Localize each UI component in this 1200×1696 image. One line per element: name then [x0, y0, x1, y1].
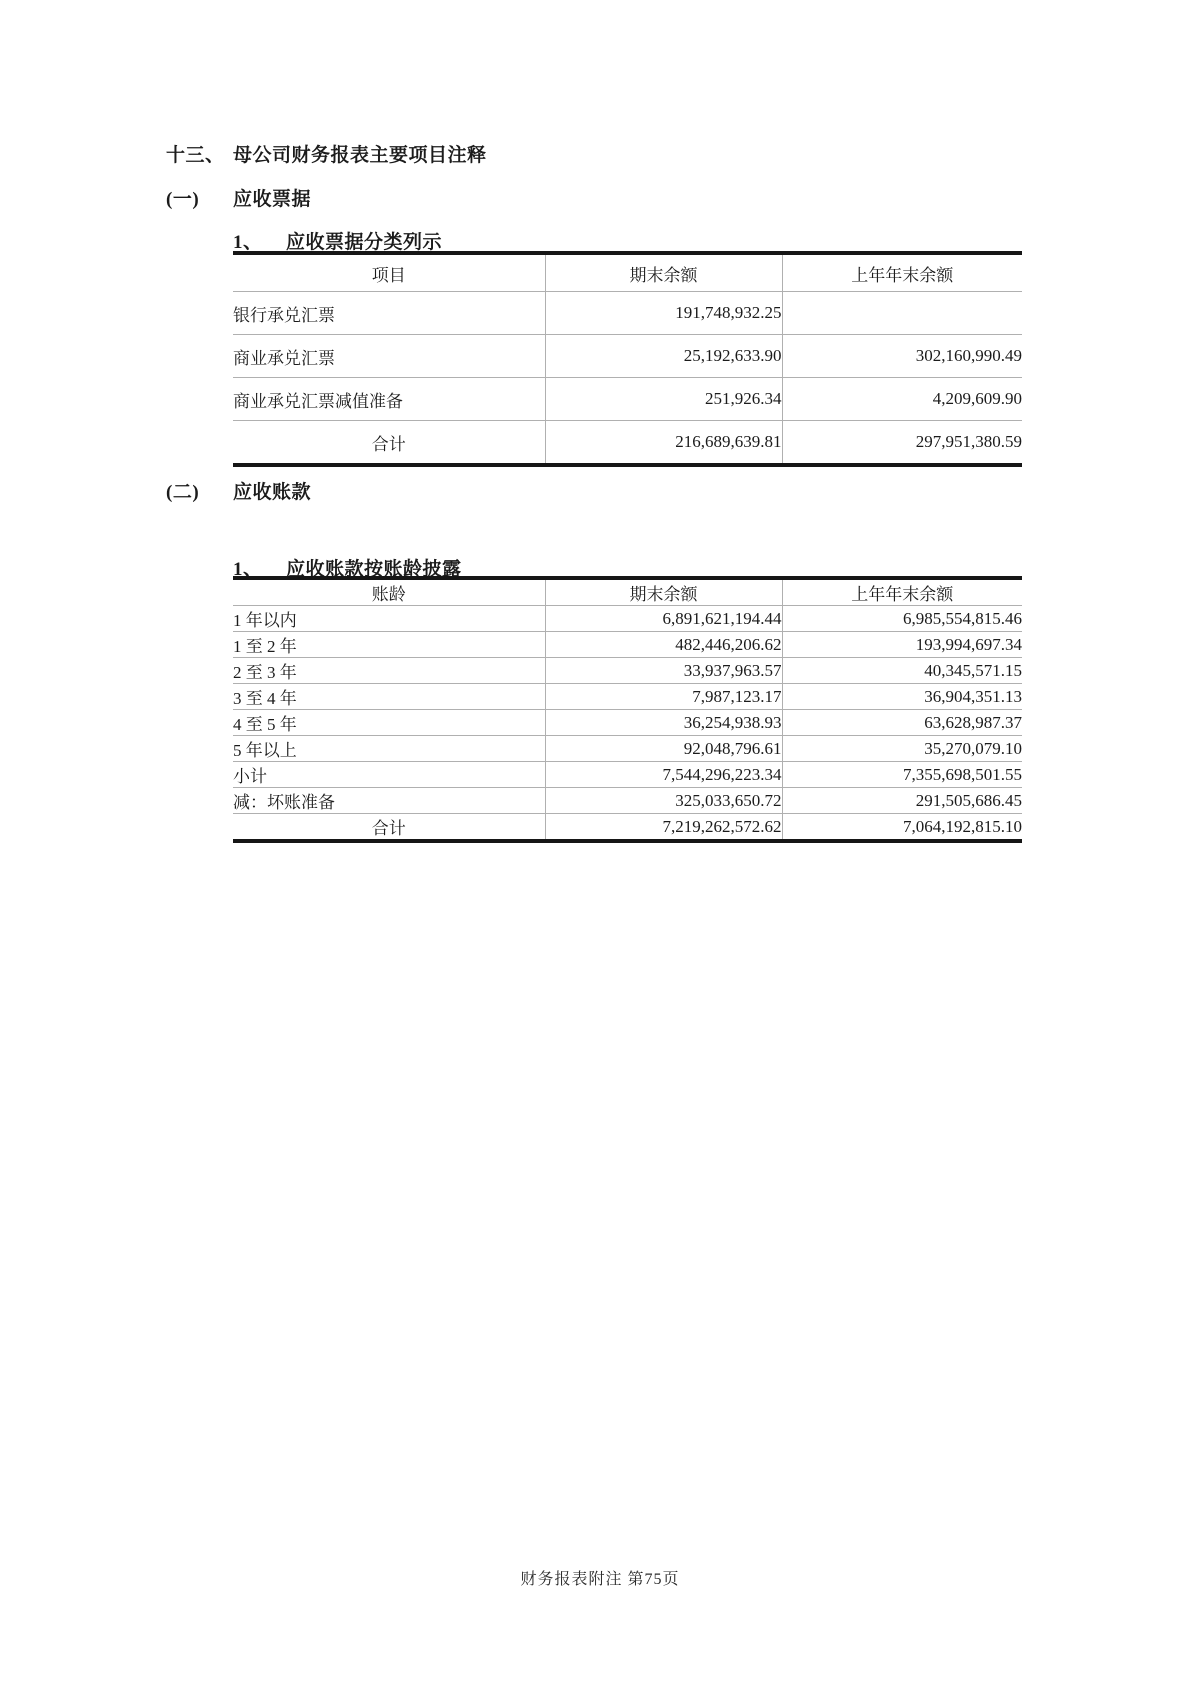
table1-caption	[0, 227, 1200, 253]
table2-header-prior: 上年年末余额	[782, 578, 1022, 606]
table1-header-current: 期末余额	[545, 253, 782, 292]
cell-prior: 6,985,554,815.46	[782, 606, 1022, 632]
cell-label: 小计	[233, 762, 545, 788]
table-row	[233, 632, 1022, 658]
table-row	[233, 710, 1022, 736]
section-13-number: 十三、	[166, 145, 225, 166]
page-footer: 财务报表附注 第75页	[520, 1571, 680, 1588]
cell-current: 7,987,123.17	[545, 684, 782, 710]
cell-label: 银行承兑汇票	[233, 292, 545, 335]
total-row	[233, 814, 1022, 842]
cell-label: 减：坏账准备	[233, 788, 545, 814]
cell-total-prior: 7,064,192,815.10	[782, 814, 1022, 842]
cell-current: 482,446,206.62	[545, 632, 782, 658]
subsection-2-number: (二)	[166, 482, 200, 503]
cell-label: 商业承兑汇票减值准备	[233, 378, 545, 421]
cell-current: 36,254,938.93	[545, 710, 782, 736]
cell-current: 251,926.34	[545, 378, 782, 421]
cell-current: 325,033,650.72	[545, 788, 782, 814]
cell-current: 33,937,963.57	[545, 658, 782, 684]
accounts-receivable-aging-table	[233, 576, 1022, 843]
cell-current: 92,048,796.61	[545, 736, 782, 762]
table2-caption-number: 1、	[233, 559, 263, 580]
cell-current: 25,192,633.90	[545, 335, 782, 378]
cell-prior: 302,160,990.49	[782, 335, 1022, 378]
cell-prior	[782, 292, 1022, 335]
table-row	[233, 378, 1022, 421]
cell-total-label: 合计	[233, 814, 545, 842]
cell-total-current: 216,689,639.81	[545, 421, 782, 466]
section-13-title: 母公司财务报表主要项目注释	[233, 145, 487, 166]
table1-caption-title: 应收票据分类列示	[286, 232, 443, 253]
cell-label: 1 年以内	[233, 606, 545, 632]
table1-header-item: 项目	[233, 253, 545, 292]
table-row	[233, 788, 1022, 814]
table1-header-prior: 上年年末余额	[782, 253, 1022, 292]
cell-prior: 4,209,609.90	[782, 378, 1022, 421]
cell-current: 6,891,621,194.44	[545, 606, 782, 632]
table2-header-aging: 账龄	[233, 578, 545, 606]
table2-header-current: 期末余额	[545, 578, 782, 606]
bills-receivable-table	[233, 251, 1022, 467]
subsection-1-heading	[0, 184, 1200, 210]
cell-prior: 7,355,698,501.55	[782, 762, 1022, 788]
cell-label: 5 年以上	[233, 736, 545, 762]
cell-prior: 36,904,351.13	[782, 684, 1022, 710]
subtotal-row	[233, 762, 1022, 788]
cell-prior: 40,345,571.15	[782, 658, 1022, 684]
section-13-heading	[0, 140, 1200, 166]
cell-total-label: 合计	[233, 421, 545, 466]
subsection-1-title: 应收票据	[233, 189, 312, 210]
table-row	[233, 736, 1022, 762]
table-row	[233, 684, 1022, 710]
cell-total-current: 7,219,262,572.62	[545, 814, 782, 842]
table-row	[233, 292, 1022, 335]
table1-header-row	[233, 253, 1022, 292]
cell-prior: 291,505,686.45	[782, 788, 1022, 814]
cell-label: 商业承兑汇票	[233, 335, 545, 378]
cell-prior: 193,994,697.34	[782, 632, 1022, 658]
cell-label: 1 至 2 年	[233, 632, 545, 658]
cell-prior: 63,628,987.37	[782, 710, 1022, 736]
cell-label: 4 至 5 年	[233, 710, 545, 736]
cell-label: 2 至 3 年	[233, 658, 545, 684]
cell-prior: 35,270,079.10	[782, 736, 1022, 762]
table2-header-row	[233, 578, 1022, 606]
cell-current: 191,748,932.25	[545, 292, 782, 335]
cell-current: 7,544,296,223.34	[545, 762, 782, 788]
table1-caption-number: 1、	[233, 232, 263, 253]
subsection-2-heading	[0, 477, 1200, 503]
total-row	[233, 421, 1022, 466]
subsection-1-number: (一)	[166, 189, 200, 210]
cell-label: 3 至 4 年	[233, 684, 545, 710]
table-row	[233, 606, 1022, 632]
table-row	[233, 335, 1022, 378]
table-row	[233, 658, 1022, 684]
cell-total-prior: 297,951,380.59	[782, 421, 1022, 466]
table2-caption-title: 应收账款按账龄披露	[286, 559, 462, 580]
subsection-2-title: 应收账款	[233, 482, 312, 503]
